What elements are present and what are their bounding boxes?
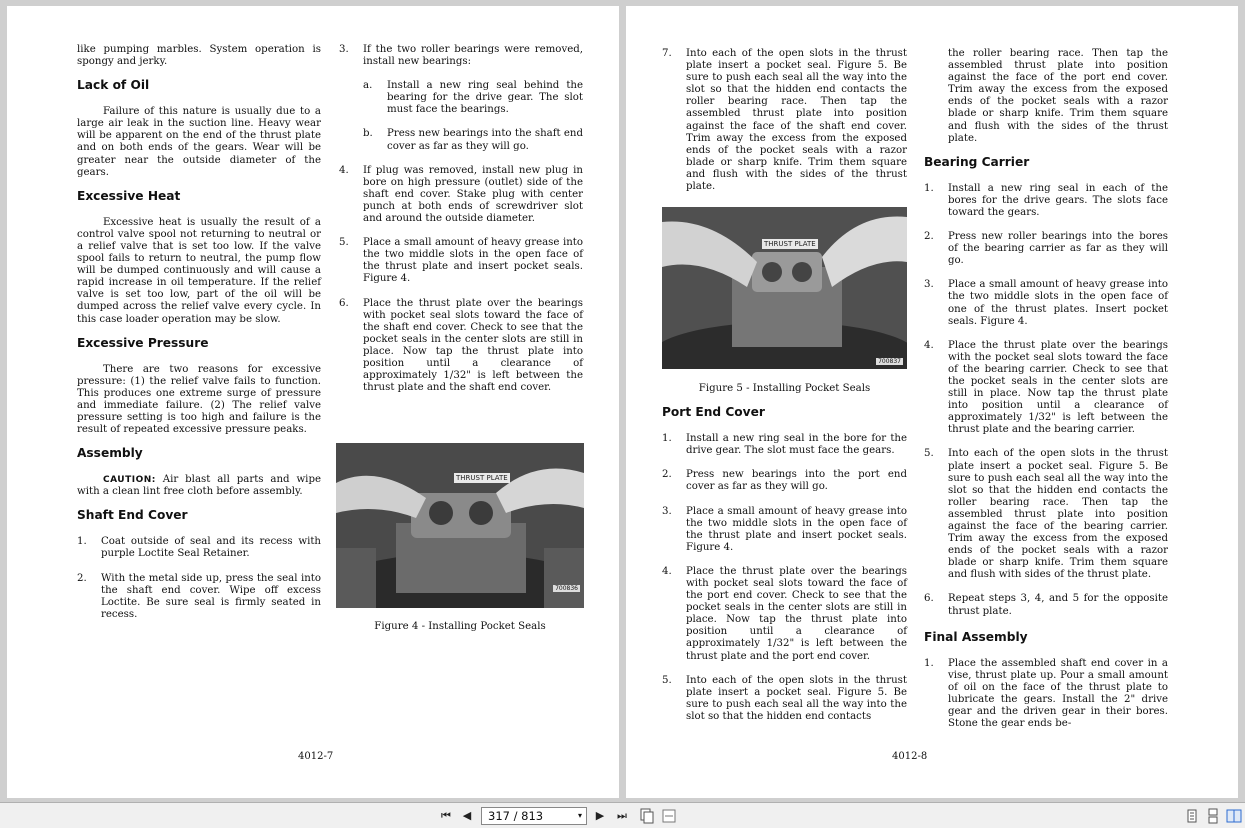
previous-page-icon[interactable]: ◀ [462, 809, 472, 822]
continuation-text: the roller bearing race. Then tap the assembled thrust plate into position against the face of the port end cover. Trim away the excess from the exposed ends of the pocket seals with a razor blade or sharp knife. Trim them square and flush with the sides of the thrust plate. [948, 48, 1168, 144]
list-item [924, 448, 1168, 581]
list-item [662, 675, 907, 723]
item-text: Coat outside of seal and its recess with purple Loctite Seal Retainer. [101, 536, 321, 560]
list-item [77, 536, 321, 560]
item-text: With the metal side up, press the seal into the shaft end cover. Wipe off excess Loctite. Be sure seal is firmly seated in recess. [101, 572, 321, 620]
item-number: 6. [924, 593, 934, 605]
heading-lack-of-oil: Lack of Oil [77, 78, 150, 93]
heading-excessive-pressure: Excessive Pressure [77, 335, 209, 350]
list-item [339, 44, 583, 68]
last-page-icon[interactable]: ⏭ [617, 809, 627, 822]
figure-4-photo [336, 443, 584, 608]
item-number: 3. [924, 279, 934, 291]
item-text: Place the thrust plate over the bearings with pocket seal slots toward the face of the port end cover. Check to see that the pocket seals in the center slots are still in place. Now tap the thrust plate into position until a clearance of approximately 1/32" is left between the thrust plate and the port end cover. [686, 565, 907, 662]
list-item [662, 506, 907, 554]
sub-item [363, 128, 583, 152]
item-text: Into each of the open slots in the thrust plate insert a pocket seal. Figure 5. Be sure to push each seal all the way into the slot so that the hidden end contacts [686, 674, 907, 722]
item-number: 2. [662, 469, 672, 481]
figure-4-illustration [336, 443, 584, 608]
heading-shaft-end-cover: Shaft End Cover [77, 508, 188, 523]
item-number: 1. [77, 536, 87, 548]
figure-5-photo [662, 207, 907, 369]
first-page-icon[interactable]: ⏮ [441, 809, 451, 822]
lack-of-oil-text: Failure of this nature is usually due to a large air leak in the suction line. Heavy wear will be apparent on the end of the thrust plate and on both ends of the gears. Wear will be greater near the outside diameter of the gears. [77, 106, 321, 178]
item-number: 2. [924, 231, 934, 243]
item-text: Repeat steps 3, 4, and 5 for the opposite thrust plate. [948, 593, 1168, 617]
item-text: Place the thrust plate over the bearings with pocket seal slots toward the face of the shaft end cover. Check to see that the pocket seals in the center slots are still in place. Now tap the thrust plate into position until a clearance of approximately 1/32" is left between the thrust plate and the shaft end cover. [363, 297, 583, 394]
list-item [924, 279, 1168, 327]
caution-text: Air blast all parts and wipe with a clean lint free cloth before assembly. [77, 474, 321, 498]
right-column-2 [924, 48, 1168, 742]
item-number: 3. [662, 505, 672, 517]
list-item [662, 566, 907, 663]
item-number: 2. [77, 572, 87, 584]
continuous-view-glyph [1205, 808, 1221, 824]
item-text: Into each of the open slots in the thrust plate insert a pocket seal. Figure 5. Be sure to push each seal all the way into the slot so that the hidden end contacts the roller bearing race. Then tap the assembled thrust plate into position against the face of the bearing carrier. Trim away the excess from the exposed ends of the pocket seals with a razor blade or sharp knife. Trim them square and flush with sides of the thrust plate. [948, 448, 1168, 581]
page-left [7, 6, 619, 798]
item-number: 5. [662, 674, 672, 686]
list-item [339, 237, 583, 285]
sub-item-text: Install a new ring seal behind the bearing for the drive gear. The slot must face the bearings. [387, 80, 583, 116]
left-column-2 [339, 44, 583, 406]
page-number-right: 4012-8 [892, 751, 928, 762]
item-number: 5. [339, 237, 349, 249]
chevron-down-icon[interactable]: ▾ [577, 811, 582, 820]
item-number: 6. [339, 297, 349, 309]
single-page-view-icon[interactable] [1184, 808, 1200, 824]
excessive-heat-text: Excessive heat is usually the result of a control valve spool not returning to neutral or a relief valve that is set too low. If the valve spool fails to return to neutral, the pump flow will be dumped continuously and will cause a rapid increase in oil temperature. If the relief valve is set too low, part of the oil will be dumped across the relief valve every cycle. In this case loader operation may be slow. [77, 216, 321, 325]
page-number-left: 4012-7 [298, 751, 334, 762]
left-column-1 [77, 44, 321, 633]
item-text: Install a new ring seal in the bore for the drive gear. The slot must face the gears. [686, 433, 907, 457]
figure-5-illustration [662, 207, 907, 369]
excessive-pressure-text: There are two reasons for excessive pressure: (1) the relief valve fails to function. This produces one extreme surge of pressure and immediate failure. (2) The relief valve pressure setting is too high and failure is the result of repeated excessive pressure peaks. [77, 363, 321, 436]
item-number: 4. [662, 565, 672, 577]
item-text: Into each of the open slots in the thrust plate insert a pocket seal. Figure 5. Be sure to push each seal all the way into the slot so that the hidden end contacts the roller bearing race. Then tap the assembled thrust plate into position against the face of the shaft end cover. Trim away the excess from the exposed ends of the pocket seals with a razor blade or sharp knife. Trim them square and flush with the sides of the thrust plate. [686, 48, 907, 193]
sub-item-letter: a. [363, 80, 373, 92]
item-text: If the two roller bearings were removed, install new bearings: [363, 44, 583, 68]
item-number: 4. [924, 339, 934, 351]
item-number: 4. [339, 164, 349, 176]
page-number-input[interactable] [481, 807, 587, 825]
figure-5-label: THRUST PLATE [764, 240, 816, 248]
item-number: 1. [662, 433, 672, 445]
heading-port-end-cover: Port End Cover [662, 405, 765, 420]
sub-item-text: Press new bearings into the shaft end cover as far as they will go. [387, 128, 583, 152]
caution-label: CAUTION: [103, 475, 156, 486]
next-page-icon[interactable]: ▶ [595, 809, 605, 822]
item-text: Install a new ring seal in each of the bores for the drive gears. The slots face toward the gears. [948, 182, 1168, 218]
item-text: Place a small amount of heavy grease into the two middle slots in the open face of the thrust plate and insert pocket seals. Figure 4. [363, 237, 583, 285]
list-item [924, 658, 1168, 731]
list-item [662, 433, 907, 457]
list-item [339, 298, 583, 395]
intro-text: like pumping marbles. System operation is spongy and jerky. [77, 44, 321, 68]
list-item [924, 183, 1168, 219]
item-number: 1. [924, 657, 934, 669]
copy-page-glyph [639, 808, 655, 824]
list-item [924, 340, 1168, 437]
single-page-glyph [1184, 808, 1200, 824]
item-text: If plug was removed, install new plug in bore on high pressure (outlet) side of the shaft end cover. Stake plug with center punch at both ends of screwdriver slot and around the outside diameter. [363, 164, 583, 225]
heading-bearing-carrier: Bearing Carrier [924, 154, 1030, 169]
page-number-value: 317 / 813 [488, 809, 544, 823]
caution-paragraph [77, 474, 321, 498]
list-item [662, 469, 907, 493]
list-item [662, 48, 907, 193]
list-item [924, 231, 1168, 267]
figure-5-code: 700837 [878, 358, 901, 365]
figure-5-caption: Figure 5 - Installing Pocket Seals [698, 383, 871, 394]
fit-page-glyph [661, 808, 677, 824]
item-text: Press new roller bearings into the bores of the bearing carrier as far as they will go. [948, 231, 1168, 267]
item-text: Press new bearings into the port end cover as far as they will go. [686, 469, 907, 493]
figure-4-caption: Figure 4 - Installing Pocket Seals [374, 621, 546, 632]
list-item [77, 573, 321, 621]
figure-4-label: THRUST PLATE [456, 474, 508, 482]
item-number: 5. [924, 448, 934, 460]
heading-final-assembly: Final Assembly [924, 629, 1028, 644]
bottom-toolbar [0, 802, 1245, 828]
item-text: Place a small amount of heavy grease into the two middle slots in the open face of one of the thrust plates. Insert pocket seals. Figure 4. [948, 279, 1168, 327]
sub-item [363, 80, 583, 116]
sub-item-letter: b. [363, 128, 373, 140]
item-number: 7. [662, 48, 672, 59]
copy-page-icon[interactable] [639, 808, 655, 824]
item-number: 3. [339, 44, 349, 55]
heading-excessive-heat: Excessive Heat [77, 188, 181, 203]
two-page-view-glyph [1226, 808, 1242, 824]
item-text: Place a small amount of heavy grease into the two middle slots in the open face of the thrust plate and insert pocket seals. Figure 4. [686, 505, 907, 553]
item-number: 1. [924, 182, 934, 194]
two-page-view-icon[interactable] [1226, 808, 1242, 824]
fit-page-icon[interactable] [661, 808, 677, 824]
list-item [924, 593, 1168, 617]
continuous-view-icon[interactable] [1205, 808, 1221, 824]
page-right [626, 6, 1238, 798]
heading-assembly: Assembly [77, 446, 143, 461]
item-text: Place the thrust plate over the bearings with the pocket seal slots toward the face of the bearing carrier. Check to see that the pocket seals in the center slots are still in place. Now tap the thrust plate into position until a clearance of approximately 1/32" is left between the thrust plate and the bearing carrier. [948, 339, 1168, 436]
item-text: Place the assembled shaft end cover in a vise, thrust plate up. Pour a small amount of oil on the face of the thrust plate to lubricate the gears. Install the 2" drive gear and the driven gear in their bores. Stone the gear ends be- [948, 657, 1168, 730]
list-item [339, 165, 583, 225]
figure-4-code: 700836 [555, 585, 578, 592]
